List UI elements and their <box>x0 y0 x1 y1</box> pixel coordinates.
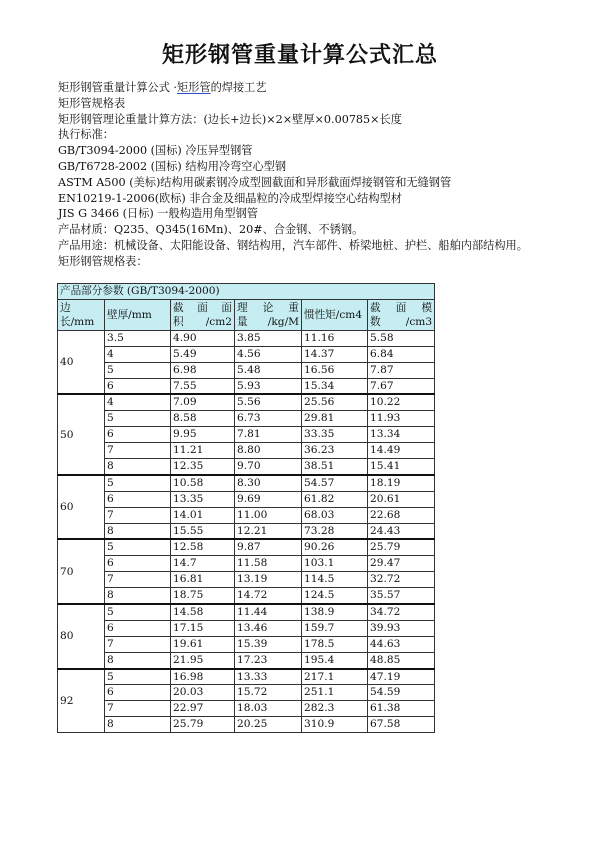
area-cell: 9.95 <box>171 427 235 443</box>
table-row <box>58 475 435 491</box>
modulus-cell: 67.58 <box>368 717 435 733</box>
area-cell: 19.61 <box>171 636 235 652</box>
modulus-cell: 35.57 <box>368 588 435 604</box>
modulus-cell: 5.58 <box>368 330 435 346</box>
modulus-cell: 22.68 <box>368 507 435 523</box>
side-length-cell: 60 <box>58 475 105 540</box>
rect-tube-link[interactable]: 矩形管 <box>177 81 211 94</box>
intro-text: 的焊接工艺 <box>210 81 267 94</box>
thickness-cell: 5 <box>105 411 171 427</box>
thickness-cell: 7 <box>105 507 171 523</box>
modulus-cell: 20.61 <box>368 491 435 507</box>
area-cell: 25.79 <box>171 717 235 733</box>
weight-cell: 18.03 <box>235 701 302 717</box>
table-caption-line: 矩形钢管规格表： <box>58 254 148 268</box>
table-row <box>58 491 435 507</box>
modulus-cell: 39.93 <box>368 620 435 636</box>
thickness-cell: 7 <box>105 443 171 459</box>
thickness-cell: 6 <box>105 620 171 636</box>
modulus-cell: 44.63 <box>368 636 435 652</box>
thickness-cell: 8 <box>105 588 171 604</box>
thickness-cell: 4 <box>105 394 171 410</box>
area-cell: 10.58 <box>171 475 235 491</box>
header-modulus: 截面模数/cm3 <box>368 299 435 330</box>
table-row <box>58 652 435 668</box>
header-side: 边长/mm <box>58 299 105 330</box>
formula-line: 矩形钢管理论重量计算方法：(边长+边长)×2×壁厚×0.00785×长度 <box>58 112 402 126</box>
weight-cell: 9.69 <box>235 491 302 507</box>
modulus-cell: 10.22 <box>368 394 435 410</box>
weight-cell: 15.72 <box>235 685 302 701</box>
weight-cell: 8.80 <box>235 443 302 459</box>
weight-cell: 20.25 <box>235 717 302 733</box>
thickness-cell: 5 <box>105 669 171 685</box>
inertia-cell: 29.81 <box>302 411 368 427</box>
thickness-cell: 5 <box>105 604 171 620</box>
modulus-cell: 24.43 <box>368 523 435 539</box>
modulus-cell: 48.85 <box>368 652 435 668</box>
weight-cell: 15.39 <box>235 636 302 652</box>
table-row <box>58 330 435 346</box>
thickness-cell: 6 <box>105 378 171 394</box>
thickness-cell: 6 <box>105 491 171 507</box>
thickness-cell: 3.5 <box>105 330 171 346</box>
thickness-cell: 6 <box>105 556 171 572</box>
area-cell: 22.97 <box>171 701 235 717</box>
weight-cell: 5.56 <box>235 394 302 410</box>
area-cell: 8.58 <box>171 411 235 427</box>
inertia-cell: 282.3 <box>302 701 368 717</box>
area-cell: 11.21 <box>171 443 235 459</box>
thickness-cell: 5 <box>105 539 171 555</box>
inertia-cell: 178.5 <box>302 636 368 652</box>
modulus-cell: 14.49 <box>368 443 435 459</box>
modulus-cell: 13.34 <box>368 427 435 443</box>
table-row <box>58 443 435 459</box>
inertia-cell: 159.7 <box>302 620 368 636</box>
modulus-cell: 7.87 <box>368 362 435 378</box>
table-row <box>58 604 435 620</box>
header-weight: 理论重量/kg/M <box>235 299 302 330</box>
inertia-cell: 61.82 <box>302 491 368 507</box>
area-cell: 5.49 <box>171 346 235 362</box>
intro-line-2: 矩形管规格表 <box>58 96 126 110</box>
modulus-cell: 15.41 <box>368 459 435 475</box>
modulus-cell: 6.84 <box>368 346 435 362</box>
weight-cell: 7.81 <box>235 427 302 443</box>
inertia-cell: 68.03 <box>302 507 368 523</box>
modulus-cell: 61.38 <box>368 701 435 717</box>
inertia-cell: 54.57 <box>302 475 368 491</box>
inertia-cell: 124.5 <box>302 588 368 604</box>
weight-cell: 11.00 <box>235 507 302 523</box>
area-cell: 16.98 <box>171 669 235 685</box>
inertia-cell: 38.51 <box>302 459 368 475</box>
standard-item: EN10219-1-2006(欧标) 非合金及细晶粒的冷成型焊接空心结构型材 <box>58 191 402 205</box>
inertia-cell: 90.26 <box>302 539 368 555</box>
weight-cell: 13.46 <box>235 620 302 636</box>
table-row <box>58 588 435 604</box>
inertia-cell: 73.28 <box>302 523 368 539</box>
side-length-cell: 92 <box>58 669 105 733</box>
weight-cell: 12.21 <box>235 523 302 539</box>
table-row <box>58 394 435 410</box>
modulus-cell: 34.72 <box>368 604 435 620</box>
weight-cell: 13.33 <box>235 669 302 685</box>
inertia-cell: 310.9 <box>302 717 368 733</box>
weight-cell: 11.44 <box>235 604 302 620</box>
table-caption: 产品部分参数 (GB/T3094-2000) <box>58 284 435 300</box>
thickness-cell: 7 <box>105 636 171 652</box>
area-cell: 21.95 <box>171 652 235 668</box>
table-row <box>58 556 435 572</box>
side-length-cell: 80 <box>58 604 105 669</box>
weight-cell: 14.72 <box>235 588 302 604</box>
thickness-cell: 8 <box>105 523 171 539</box>
area-cell: 13.35 <box>171 491 235 507</box>
table-row <box>58 507 435 523</box>
area-cell: 6.98 <box>171 362 235 378</box>
area-cell: 14.58 <box>171 604 235 620</box>
modulus-cell: 11.93 <box>368 411 435 427</box>
area-cell: 15.55 <box>171 523 235 539</box>
inertia-cell: 15.34 <box>302 378 368 394</box>
side-length-cell: 50 <box>58 394 105 474</box>
weight-cell: 13.19 <box>235 572 302 588</box>
inertia-cell: 11.16 <box>302 330 368 346</box>
modulus-cell: 25.79 <box>368 539 435 555</box>
thickness-cell: 5 <box>105 475 171 491</box>
thickness-cell: 5 <box>105 362 171 378</box>
thickness-cell: 6 <box>105 685 171 701</box>
header-area: 截面面积/cm2 <box>171 299 235 330</box>
standard-item: ASTM A500 (美标)结构用碳素钢冷成型圆截面和异形截面焊接钢管和无缝钢管 <box>58 175 452 189</box>
material-line: 产品材质：Q235、Q345(16Mn)、20#、合金钢、不锈钢。 <box>58 223 364 237</box>
area-cell: 20.03 <box>171 685 235 701</box>
header-thickness: 壁厚/mm <box>105 299 171 330</box>
weight-cell: 9.70 <box>235 459 302 475</box>
thickness-cell: 8 <box>105 717 171 733</box>
area-cell: 12.58 <box>171 539 235 555</box>
thickness-cell: 7 <box>105 701 171 717</box>
table-row <box>58 411 435 427</box>
table-row <box>58 346 435 362</box>
page-title: 矩形钢管重量计算公式汇总 <box>161 43 438 68</box>
inertia-cell: 36.23 <box>302 443 368 459</box>
inertia-cell: 25.56 <box>302 394 368 410</box>
modulus-cell: 47.19 <box>368 669 435 685</box>
weight-cell: 3.85 <box>235 330 302 346</box>
inertia-cell: 16.56 <box>302 362 368 378</box>
area-cell: 4.90 <box>171 330 235 346</box>
inertia-cell: 114.5 <box>302 572 368 588</box>
table-caption-row <box>58 284 435 300</box>
inertia-cell: 251.1 <box>302 685 368 701</box>
table-row <box>58 620 435 636</box>
side-length-cell: 70 <box>58 539 105 604</box>
weight-cell: 11.58 <box>235 556 302 572</box>
weight-cell: 4.56 <box>235 346 302 362</box>
weight-cell: 5.48 <box>235 362 302 378</box>
table-header-row <box>58 299 435 330</box>
table-row <box>58 572 435 588</box>
usage-line: 产品用途：机械设备、太阳能设备、钢结构用，汽车部件、桥梁地桩、护栏、船舶内部结构用。 <box>58 238 528 252</box>
area-cell: 7.09 <box>171 394 235 410</box>
modulus-cell: 18.19 <box>368 475 435 491</box>
inertia-cell: 33.35 <box>302 427 368 443</box>
thickness-cell: 7 <box>105 572 171 588</box>
inertia-cell: 195.4 <box>302 652 368 668</box>
table-row <box>58 669 435 685</box>
header-inertia: 惯性矩/cm4 <box>302 299 368 330</box>
side-length-cell: 40 <box>58 330 105 394</box>
modulus-cell: 29.47 <box>368 556 435 572</box>
document-body <box>58 80 548 270</box>
inertia-cell: 14.37 <box>302 346 368 362</box>
intro-text: 矩形钢管重量计算公式 · <box>58 81 177 94</box>
table-row <box>58 427 435 443</box>
inertia-cell: 138.9 <box>302 604 368 620</box>
table-row <box>58 539 435 555</box>
standard-item: GB/T6728-2002 (国标) 结构用冷弯空心型钢 <box>58 159 287 173</box>
modulus-cell: 54.59 <box>368 685 435 701</box>
weight-cell: 6.73 <box>235 411 302 427</box>
thickness-cell: 8 <box>105 459 171 475</box>
spec-table <box>57 283 435 733</box>
table-row <box>58 459 435 475</box>
area-cell: 7.55 <box>171 378 235 394</box>
table-row <box>58 636 435 652</box>
weight-cell: 8.30 <box>235 475 302 491</box>
table-row <box>58 701 435 717</box>
area-cell: 12.35 <box>171 459 235 475</box>
thickness-cell: 6 <box>105 427 171 443</box>
area-cell: 16.81 <box>171 572 235 588</box>
standard-item: GB/T3094-2000 (国标) 冷压异型钢管 <box>58 144 253 158</box>
weight-cell: 17.23 <box>235 652 302 668</box>
modulus-cell: 32.72 <box>368 572 435 588</box>
inertia-cell: 217.1 <box>302 669 368 685</box>
area-cell: 17.15 <box>171 620 235 636</box>
area-cell: 14.7 <box>171 556 235 572</box>
thickness-cell: 4 <box>105 346 171 362</box>
table-row <box>58 685 435 701</box>
table-row <box>58 378 435 394</box>
weight-cell: 5.93 <box>235 378 302 394</box>
standards-heading: 执行标准： <box>58 128 114 142</box>
table-row <box>58 362 435 378</box>
modulus-cell: 7.67 <box>368 378 435 394</box>
weight-cell: 9.87 <box>235 539 302 555</box>
area-cell: 14.01 <box>171 507 235 523</box>
intro-line-1 <box>58 80 548 96</box>
standard-item: JIS G 3466 (日标) 一般构造用角型钢管 <box>58 207 258 221</box>
table-row <box>58 523 435 539</box>
area-cell: 18.75 <box>171 588 235 604</box>
thickness-cell: 8 <box>105 652 171 668</box>
inertia-cell: 103.1 <box>302 556 368 572</box>
table-row <box>58 717 435 733</box>
